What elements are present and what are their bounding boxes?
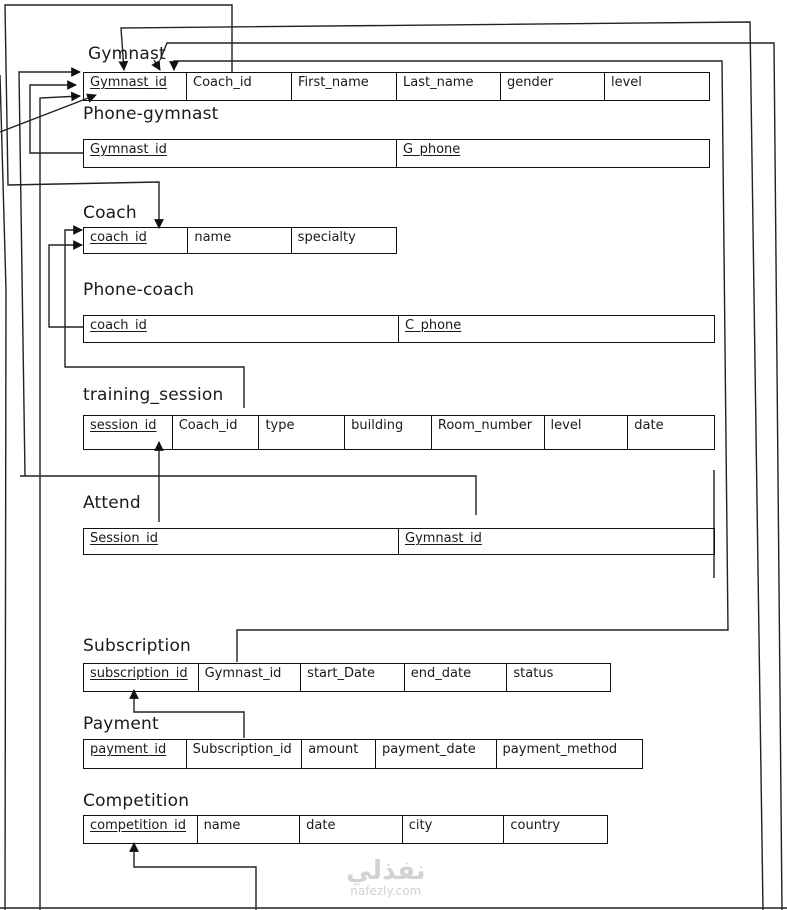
column-name: name bbox=[188, 228, 291, 253]
column-payment-id: payment_id bbox=[84, 740, 187, 768]
table-phone-gymnast bbox=[83, 139, 710, 168]
table-payment bbox=[83, 739, 643, 769]
column-session-id: session_id bbox=[84, 416, 173, 449]
column-date: date bbox=[300, 816, 403, 843]
table-attend bbox=[83, 528, 715, 555]
column-first-name: First_name bbox=[292, 73, 397, 100]
column-building: building bbox=[345, 416, 432, 449]
fk-diagonal-gymnast-line bbox=[0, 95, 96, 132]
column-city: city bbox=[403, 816, 505, 843]
column-coach-id: coach_id bbox=[84, 316, 399, 342]
column-status: status bbox=[513, 666, 554, 681]
table-title-training-session: training_session bbox=[83, 385, 224, 405]
fk-phonecoach-coach-line bbox=[49, 245, 84, 327]
table-title-phone-gymnast: Phone-gymnast bbox=[83, 104, 219, 124]
column-room-number: Room_number bbox=[432, 416, 545, 449]
column-last-name: Last_name bbox=[397, 73, 501, 100]
column-coach-id: Coach_id bbox=[173, 416, 260, 449]
column-end-date: end_date bbox=[405, 664, 508, 691]
column-coach-id: Coach_id bbox=[187, 73, 292, 100]
table-coach bbox=[83, 227, 397, 254]
column-gymnast-id: Gymnast_id bbox=[405, 531, 482, 546]
column-g-phone: G_phone bbox=[403, 142, 461, 157]
column-gymnast-id: Gymnast_id bbox=[84, 73, 187, 100]
table-title-attend: Attend bbox=[83, 493, 141, 513]
table-gymnast bbox=[83, 72, 710, 101]
table-title-payment: Payment bbox=[83, 714, 159, 734]
table-training-session bbox=[83, 415, 715, 450]
watermark-latin: nafezly.com bbox=[350, 884, 422, 898]
column-gender: gender bbox=[501, 73, 605, 100]
table-title-coach: Coach bbox=[83, 203, 137, 223]
column-specialty: specialty bbox=[297, 230, 356, 245]
table-title-phone-coach: Phone-coach bbox=[83, 280, 195, 300]
table-title-competition: Competition bbox=[83, 791, 190, 811]
table-title-subscription: Subscription bbox=[83, 636, 192, 656]
column-subscription-id: subscription_id bbox=[84, 664, 199, 691]
column-level: level bbox=[611, 75, 642, 90]
fk-offpage-competition-line bbox=[134, 843, 256, 910]
column-payment-date: payment_date bbox=[376, 740, 497, 768]
column-level: level bbox=[545, 416, 629, 449]
watermark bbox=[346, 858, 426, 898]
column-coach-id: coach_id bbox=[84, 228, 188, 253]
column-amount: amount bbox=[302, 740, 376, 768]
table-phone-coach bbox=[83, 315, 715, 343]
fk-phonegymnast-gymnast-line bbox=[30, 85, 84, 153]
column-payment-method: payment_method bbox=[502, 742, 618, 757]
table-competition bbox=[83, 815, 608, 844]
column-name: name bbox=[198, 816, 301, 843]
column-start-date: start_Date bbox=[301, 664, 405, 691]
left-edge-line bbox=[0, 75, 6, 910]
column-date: date bbox=[634, 418, 664, 433]
column-gymnast-id: Gymnast_id bbox=[84, 140, 397, 167]
column-competition-id: competition_id bbox=[84, 816, 198, 843]
column-type: type bbox=[259, 416, 345, 449]
table-subscription bbox=[83, 663, 611, 692]
watermark-arabic: نفذلي bbox=[346, 856, 426, 886]
column-c-phone: C_phone bbox=[405, 318, 462, 333]
column-gymnast-id: Gymnast_id bbox=[199, 664, 302, 691]
column-session-id: Session_id bbox=[84, 529, 399, 554]
table-title-gymnast: Gymnast bbox=[88, 44, 166, 64]
column-subscription-id: Subscription_id bbox=[187, 740, 303, 768]
fk-offpage-gymnast-line bbox=[40, 96, 80, 910]
column-country: country bbox=[510, 818, 561, 833]
